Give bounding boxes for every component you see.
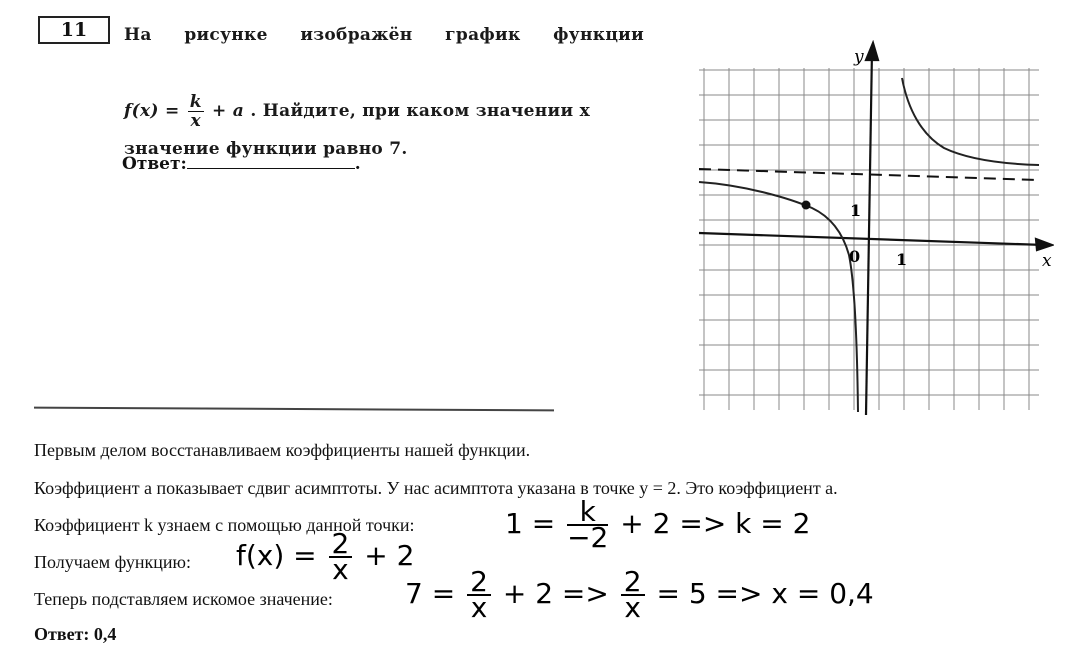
y-axis-label: y bbox=[854, 47, 864, 67]
answer-blank[interactable] bbox=[187, 150, 355, 169]
curve-right-branch bbox=[902, 78, 1039, 165]
handwritten-step-3: 7 = $\frac{2}{x}$ + 2 => $\frac{2}{x}$ = 5 => x = 0,4 bbox=[405, 565, 874, 624]
x-axis bbox=[699, 233, 1044, 245]
final-answer: Ответ: 0,4 bbox=[34, 624, 117, 644]
y-axis-arrow bbox=[866, 43, 878, 60]
unit-x-label: 1 bbox=[896, 250, 908, 269]
solution-line-2: Коэффициент a показывает сдвиг асимптоты. У нас асимптота указана в точке y = 2. Это коэффициент a. bbox=[34, 478, 838, 498]
handwritten-step-1: 1 = $\frac{k}{-2}$ + 2 => k = 2 bbox=[505, 495, 811, 554]
x-axis-label: x bbox=[1042, 251, 1052, 271]
axes bbox=[699, 43, 1052, 415]
divider bbox=[34, 407, 554, 412]
task-formula: f(x) = $\frac{k}{x}$ + a bbox=[124, 92, 245, 131]
task-number: 11 bbox=[38, 16, 110, 44]
task-line-3: значение функции равно 7. bbox=[124, 139, 408, 159]
solution-line-5: Теперь подставляем искомое значение: bbox=[34, 589, 333, 609]
formula-fraction: $\frac{k}{x}$ bbox=[189, 92, 202, 131]
unit-y-label: 1 bbox=[850, 201, 862, 220]
task-line-2: . Найдите, при каком значении x bbox=[250, 101, 591, 121]
handwritten-step-2: f(x) = $\frac{2}{x}$ + 2 bbox=[236, 527, 415, 586]
y-axis bbox=[866, 50, 872, 415]
origin-label: 0 bbox=[849, 247, 861, 266]
solution-line-4: Получаем функцию: bbox=[34, 552, 191, 572]
solution-line-1: Первым делом восстанавливаем коэффициенты нашей функции. bbox=[34, 440, 531, 460]
task-statement bbox=[124, 16, 644, 168]
function-graph bbox=[694, 40, 1054, 415]
given-point bbox=[802, 201, 811, 210]
x-axis-arrow bbox=[1036, 239, 1052, 250]
solution-line-3: Коэффициент k узнаем с помощью данной точки: bbox=[34, 515, 415, 535]
answer-field: Ответ: . bbox=[122, 150, 361, 174]
task-line-1: На рисунке изображён график функции bbox=[124, 25, 644, 45]
